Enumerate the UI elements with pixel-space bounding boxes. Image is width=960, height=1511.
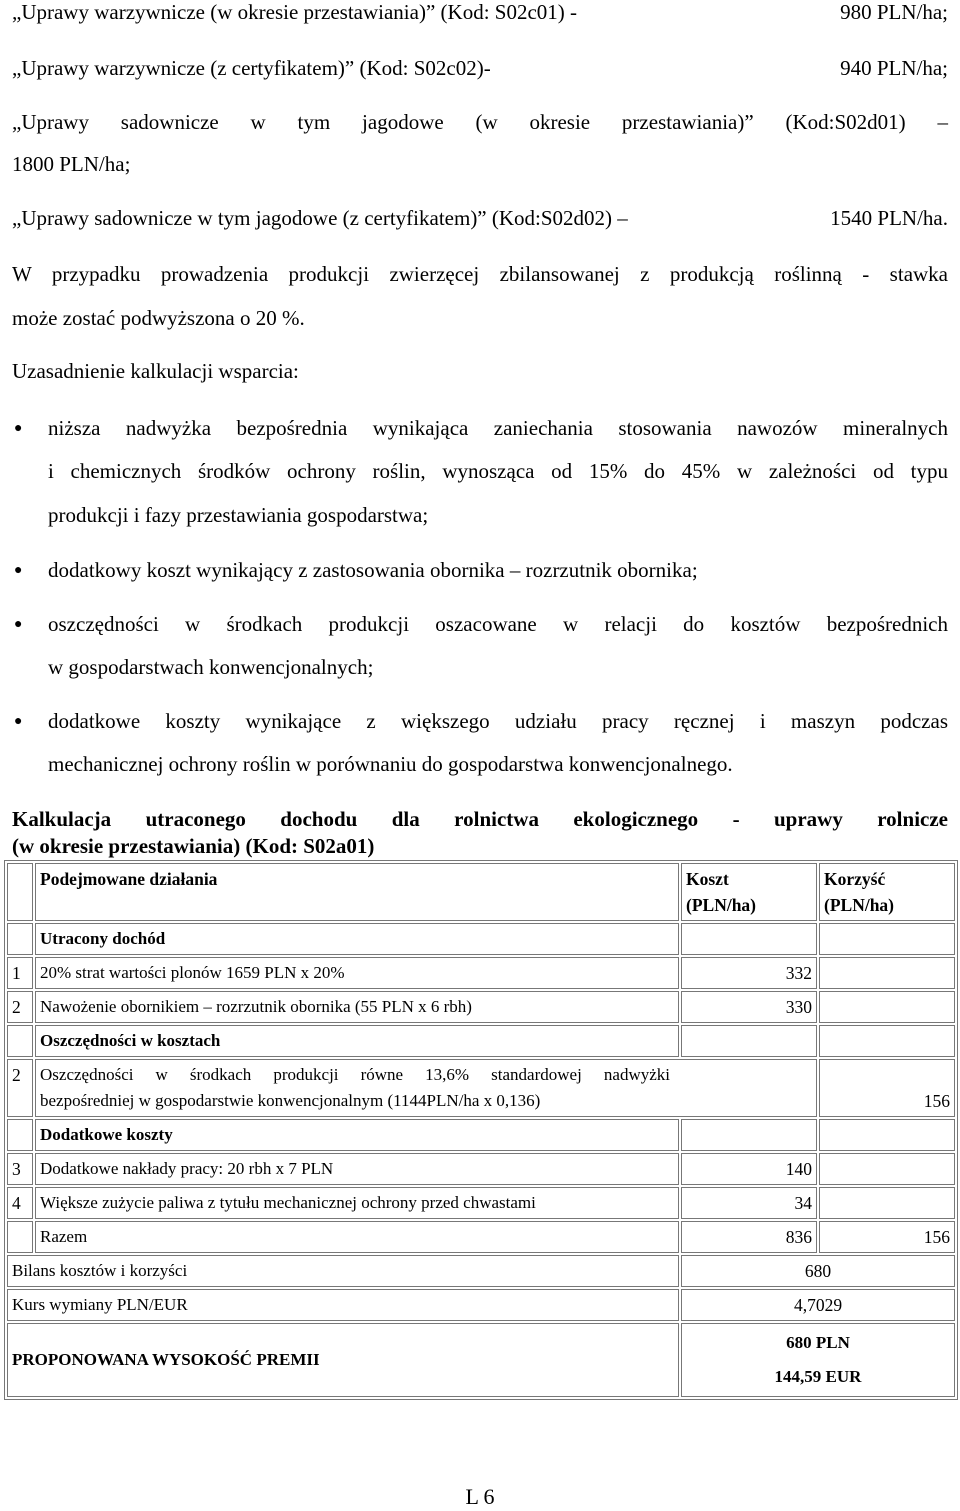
total-benefit: 156: [819, 1221, 955, 1253]
bullet-4-line2: mechanicznej ochrony roślin w porównaniu do gospodarstwa konwencjonalnego.: [48, 752, 733, 776]
table-row: [7, 1119, 955, 1151]
table-header-row: [7, 863, 955, 921]
header-cost-line2: (PLN/ha): [686, 895, 756, 915]
total-cost: 836: [681, 1221, 817, 1253]
row-cost: 330: [681, 991, 817, 1023]
section-lost-income: Utracony dochód: [35, 923, 679, 955]
bullet-icon: ●: [14, 563, 23, 578]
row-number: 4: [7, 1187, 33, 1219]
calculation-title-line2: (w okresie przestawiania) (Kod: S02a01): [12, 834, 375, 858]
header-benefit: [819, 863, 955, 921]
rate-line-s02c02: [12, 56, 948, 80]
row-description-line2: bezpośredniej w gospodarstwie konwencjonalnym (1144PLN/ha x 0,136): [40, 1091, 541, 1110]
bullet-icon: ●: [14, 714, 23, 729]
table-row: [7, 991, 955, 1023]
total-label: Razem: [35, 1221, 679, 1253]
livestock-note-line2: może zostać podwyższona o 20 %.: [12, 306, 305, 330]
livestock-note-line1: W przypadku prowadzenia produkcji zwierzęcej zbilansowanej z produkcją roślinną - stawka: [12, 262, 948, 286]
table-row: [7, 1187, 955, 1219]
page-number: L 6: [465, 1484, 495, 1509]
row-number: 3: [7, 1153, 33, 1185]
balance-label: Bilans kosztów i korzyści: [7, 1255, 679, 1287]
rate-value: 1540 PLN/ha.: [830, 206, 948, 230]
bullet-1-line3: produkcji i fazy przestawiania gospodarstwa;: [48, 503, 429, 527]
bullet-3-line1: oszczędności w środkach produkcji oszacowane w relacji do kosztów bezpośrednich: [48, 612, 948, 636]
row-cost: 140: [681, 1153, 817, 1185]
bullet-2-line1: dodatkowy koszt wynikający z zastosowania obornika – rozrzutnik obornika;: [48, 558, 698, 582]
row-cost: 332: [681, 957, 817, 989]
rate-line-s02d01-value: 1800 PLN/ha;: [12, 152, 131, 176]
row-number: 2: [7, 1059, 33, 1117]
row-description: [35, 1059, 817, 1117]
rate-value: 940 PLN/ha;: [840, 56, 948, 80]
header-cost: [681, 863, 817, 921]
header-actions: Podejmowane działania: [35, 863, 679, 921]
header-benefit-line2: (PLN/ha): [824, 895, 894, 915]
table-row-balance: [7, 1255, 955, 1287]
bullet-4-line1: dodatkowe koszty wynikające z większego udziału pracy ręcznej i maszyn podczas: [48, 709, 948, 733]
rate-value: 980 PLN/ha;: [840, 0, 948, 24]
section-additional-costs: Dodatkowe koszty: [35, 1119, 679, 1151]
row-number: 1: [7, 957, 33, 989]
rate-label: „Uprawy sadownicze w tym jagodowe (z certyfikatem)” (Kod:S02d02) –: [12, 206, 628, 230]
table-row: [7, 923, 955, 955]
table-row-premium: [7, 1323, 955, 1397]
header-cost-line1: Koszt: [686, 869, 729, 889]
premium-eur: 144,59 EUR: [774, 1367, 862, 1386]
calculation-title-line1: Kalkulacja utraconego dochodu dla rolnictwa ekologicznego - uprawy rolnicze: [12, 807, 948, 831]
row-description: Nawożenie obornikiem – rozrzutnik obornika (55 PLN x 6 rbh): [35, 991, 679, 1023]
bullet-icon: ●: [14, 617, 23, 632]
calculation-table: [4, 860, 958, 1400]
premium-label: PROPONOWANA WYSOKOŚĆ PREMII: [7, 1323, 679, 1397]
premium-pln: 680 PLN: [786, 1333, 850, 1352]
rate-line-s02c01: [12, 0, 948, 24]
row-benefit: 156: [819, 1059, 955, 1117]
rate-line-s02d01: „Uprawy sadownicze w tym jagodowe (w okresie przestawiania)” (Kod:S02d01) –: [12, 110, 948, 134]
row-description: Dodatkowe nakłady pracy: 20 rbh x 7 PLN: [35, 1153, 679, 1185]
table-row: [7, 957, 955, 989]
table-row: [7, 1025, 955, 1057]
section-savings: Oszczędności w kosztach: [35, 1025, 679, 1057]
table-row: [7, 1153, 955, 1185]
rate-line-s02d02: [12, 206, 948, 230]
justification-heading: Uzasadnienie kalkulacji wsparcia:: [12, 359, 299, 383]
rate-label: „Uprawy warzywnicze (w okresie przestawiania)” (Kod: S02c01) -: [12, 0, 578, 24]
row-number: 2: [7, 991, 33, 1023]
table-cell: [7, 863, 33, 921]
bullet-3-line2: w gospodarstwach konwencjonalnych;: [48, 655, 374, 679]
exchange-rate-value: 4,7029: [681, 1289, 955, 1321]
balance-value: 680: [681, 1255, 955, 1287]
bullet-icon: ●: [14, 421, 23, 436]
row-description-line1: Oszczędności w środkach produkcji równe 13,6% standardowej nadwyżki: [40, 1065, 670, 1084]
bullet-1-line2: i chemicznych środków ochrony roślin, wynosząca od 15% do 45% w zależności od typu: [48, 459, 948, 483]
row-description: 20% strat wartości plonów 1659 PLN x 20%: [35, 957, 679, 989]
header-benefit-line1: Korzyść: [824, 869, 886, 889]
table-row-exchange-rate: [7, 1289, 955, 1321]
premium-value: [681, 1323, 955, 1397]
table-row-total: [7, 1221, 955, 1253]
row-description: Większe zużycie paliwa z tytułu mechanicznej ochrony przed chwastami: [35, 1187, 679, 1219]
bullet-1-line1: niższa nadwyżka bezpośrednia wynikająca zaniechania stosowania nawozów mineralnych: [48, 416, 948, 440]
row-cost: 34: [681, 1187, 817, 1219]
exchange-rate-label: Kurs wymiany PLN/EUR: [7, 1289, 679, 1321]
rate-label: „Uprawy warzywnicze (z certyfikatem)” (Kod: S02c02)-: [12, 56, 491, 80]
table-row: [7, 1059, 955, 1117]
